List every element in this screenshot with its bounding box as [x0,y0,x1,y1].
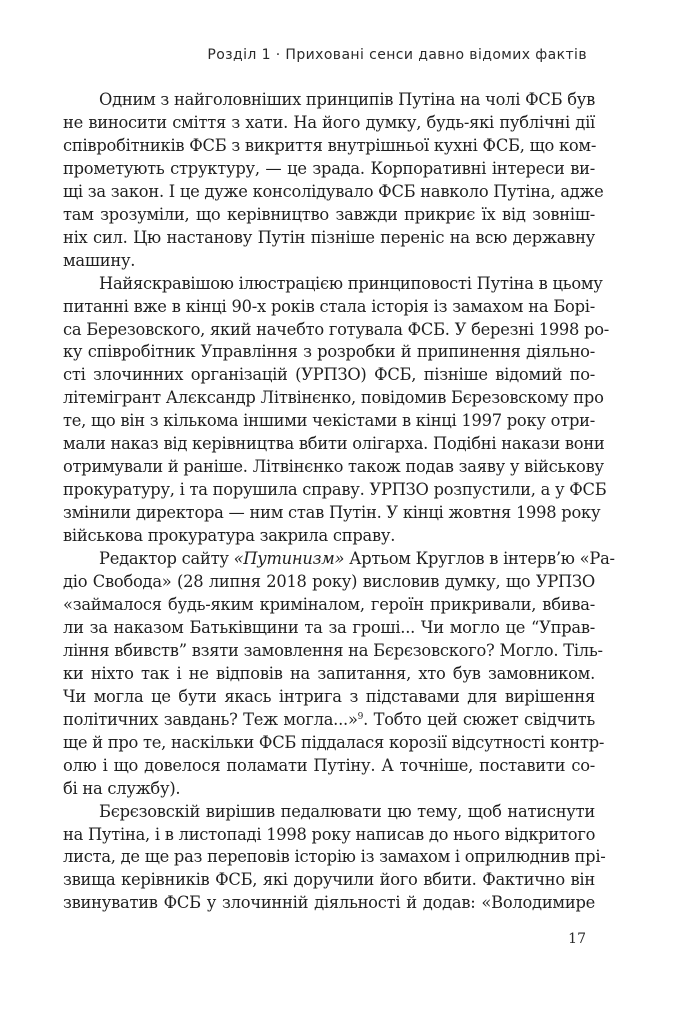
text-line: ще й про те, наскільки ФСБ піддалася корозії відсутності контр- [63,732,605,752]
running-header: Розділ 1 · Приховані сенси давно відомих фактів [207,47,587,63]
text-line: прометують структуру, — це зрада. Корпоративні інтереси ви- [63,158,595,178]
text-line: ки ніхто так і не відповів на запитання, хто був замовником. [63,663,595,683]
text-line: са Березовского, який начебто готувала ФСБ. У березні 1998 ро- [63,319,610,339]
text-line: ніх сил. Цю настанову Путін пізніше переніс на всю державну [63,227,595,247]
text-line: отримували й раніше. Літвінєнко також подав заяву у військову [63,457,604,477]
text-line: там зрозуміли, що керівництво завжди прикриє їх від зовніш- [63,204,595,224]
text-line: співробітників ФСБ з викриття внутрішньої кухні ФСБ, що ком- [63,135,597,155]
text-run: . Тобто цей сюжет свідчить [363,709,596,729]
text-line: Бєрєзовскій вирішив педалювати цю тему, щоб натиснути [99,801,595,821]
text-run: політичних завдань? Теж могла...» [63,709,358,729]
text-line: «займалося будь-яким криміналом, героїн прикривали, вбива- [63,594,595,614]
text-line: бі на службу). [63,778,181,798]
text-line: ку співробітник Управління з розробки й припинення діяльно- [63,342,595,362]
text-run: Редактор сайту [99,549,234,569]
text-line: листа, де ще раз переповів історію із замахом і оприлюднив прі- [63,847,606,867]
text-line: на Путіна, і в листопаді 1998 року написав до нього відкритого [63,824,596,844]
text-line: ли за наказом Батьківщини та за гроші... Чи могло це “Управ- [63,617,595,637]
text-line: військова прокуратура закрила справу. [63,526,396,546]
text-line: те, що він з кількома іншими чекістами в кінці 1997 року отри- [63,411,595,431]
text-line: Чи могла це бути якась інтрига з підставами для вирішення [63,686,595,706]
text-line: звища керівників ФСБ, які доручили його вбити. Фактично він [63,870,595,890]
text-line: олю і що довелося поламати Путіну. А точніше, поставити со- [63,755,595,775]
footnote-marker[interactable]: 9 [357,711,364,722]
text-line: прокуратуру, і та порушила справу. УРПЗО розпустили, а у ФСБ [63,480,607,500]
text-line: ління вбивств” взяти замовлення на Бєрєзовского? Могло. Тіль- [63,640,603,660]
page-number: 17 [568,931,586,947]
text-line: змінили директора — ним став Путін. У кінці жовтня 1998 року [63,503,601,523]
text-line: Найяскравішою ілюстрацією принциповості Путіна в цьому [99,273,603,293]
text-line: діо Свобода» (28 липня 2018 року) висловив думку, що УРПЗО [63,572,595,592]
text-line: щі за закон. І це дуже консолідувало ФСБ навколо Путіна, адже [63,181,604,201]
text-line: мали наказ від керівництва вбити олігарха. Подібні накази вони [63,434,605,454]
text-line: Одним з найголовніших принципів Путіна на чолі ФСБ був [99,90,596,109]
site-name-italic: «Путинизм» [233,549,345,569]
text-line: літемігрант Алєксандр Літвінєнко, повідомив Бєрезовскому про [63,388,604,408]
text-run: Артьом Круглов в інтерв’ю «Ра- [344,549,615,569]
body-text [63,89,615,915]
text-line: сті злочинних організацій (УРПЗО) ФСБ, пізніше відомий по- [63,365,595,385]
text-line: звинуватив ФСБ у злочинній діяльності й додав: «Володимире [63,893,595,913]
text-line: питанні вже в кінці 90-х років стала історія із замахом на Борі- [63,296,595,316]
text-line [63,709,595,732]
text-line: не виносити сміття з хати. На його думку, будь-які публічні дії [63,112,595,132]
text-line [63,548,615,571]
text-line: машину. [63,250,136,270]
